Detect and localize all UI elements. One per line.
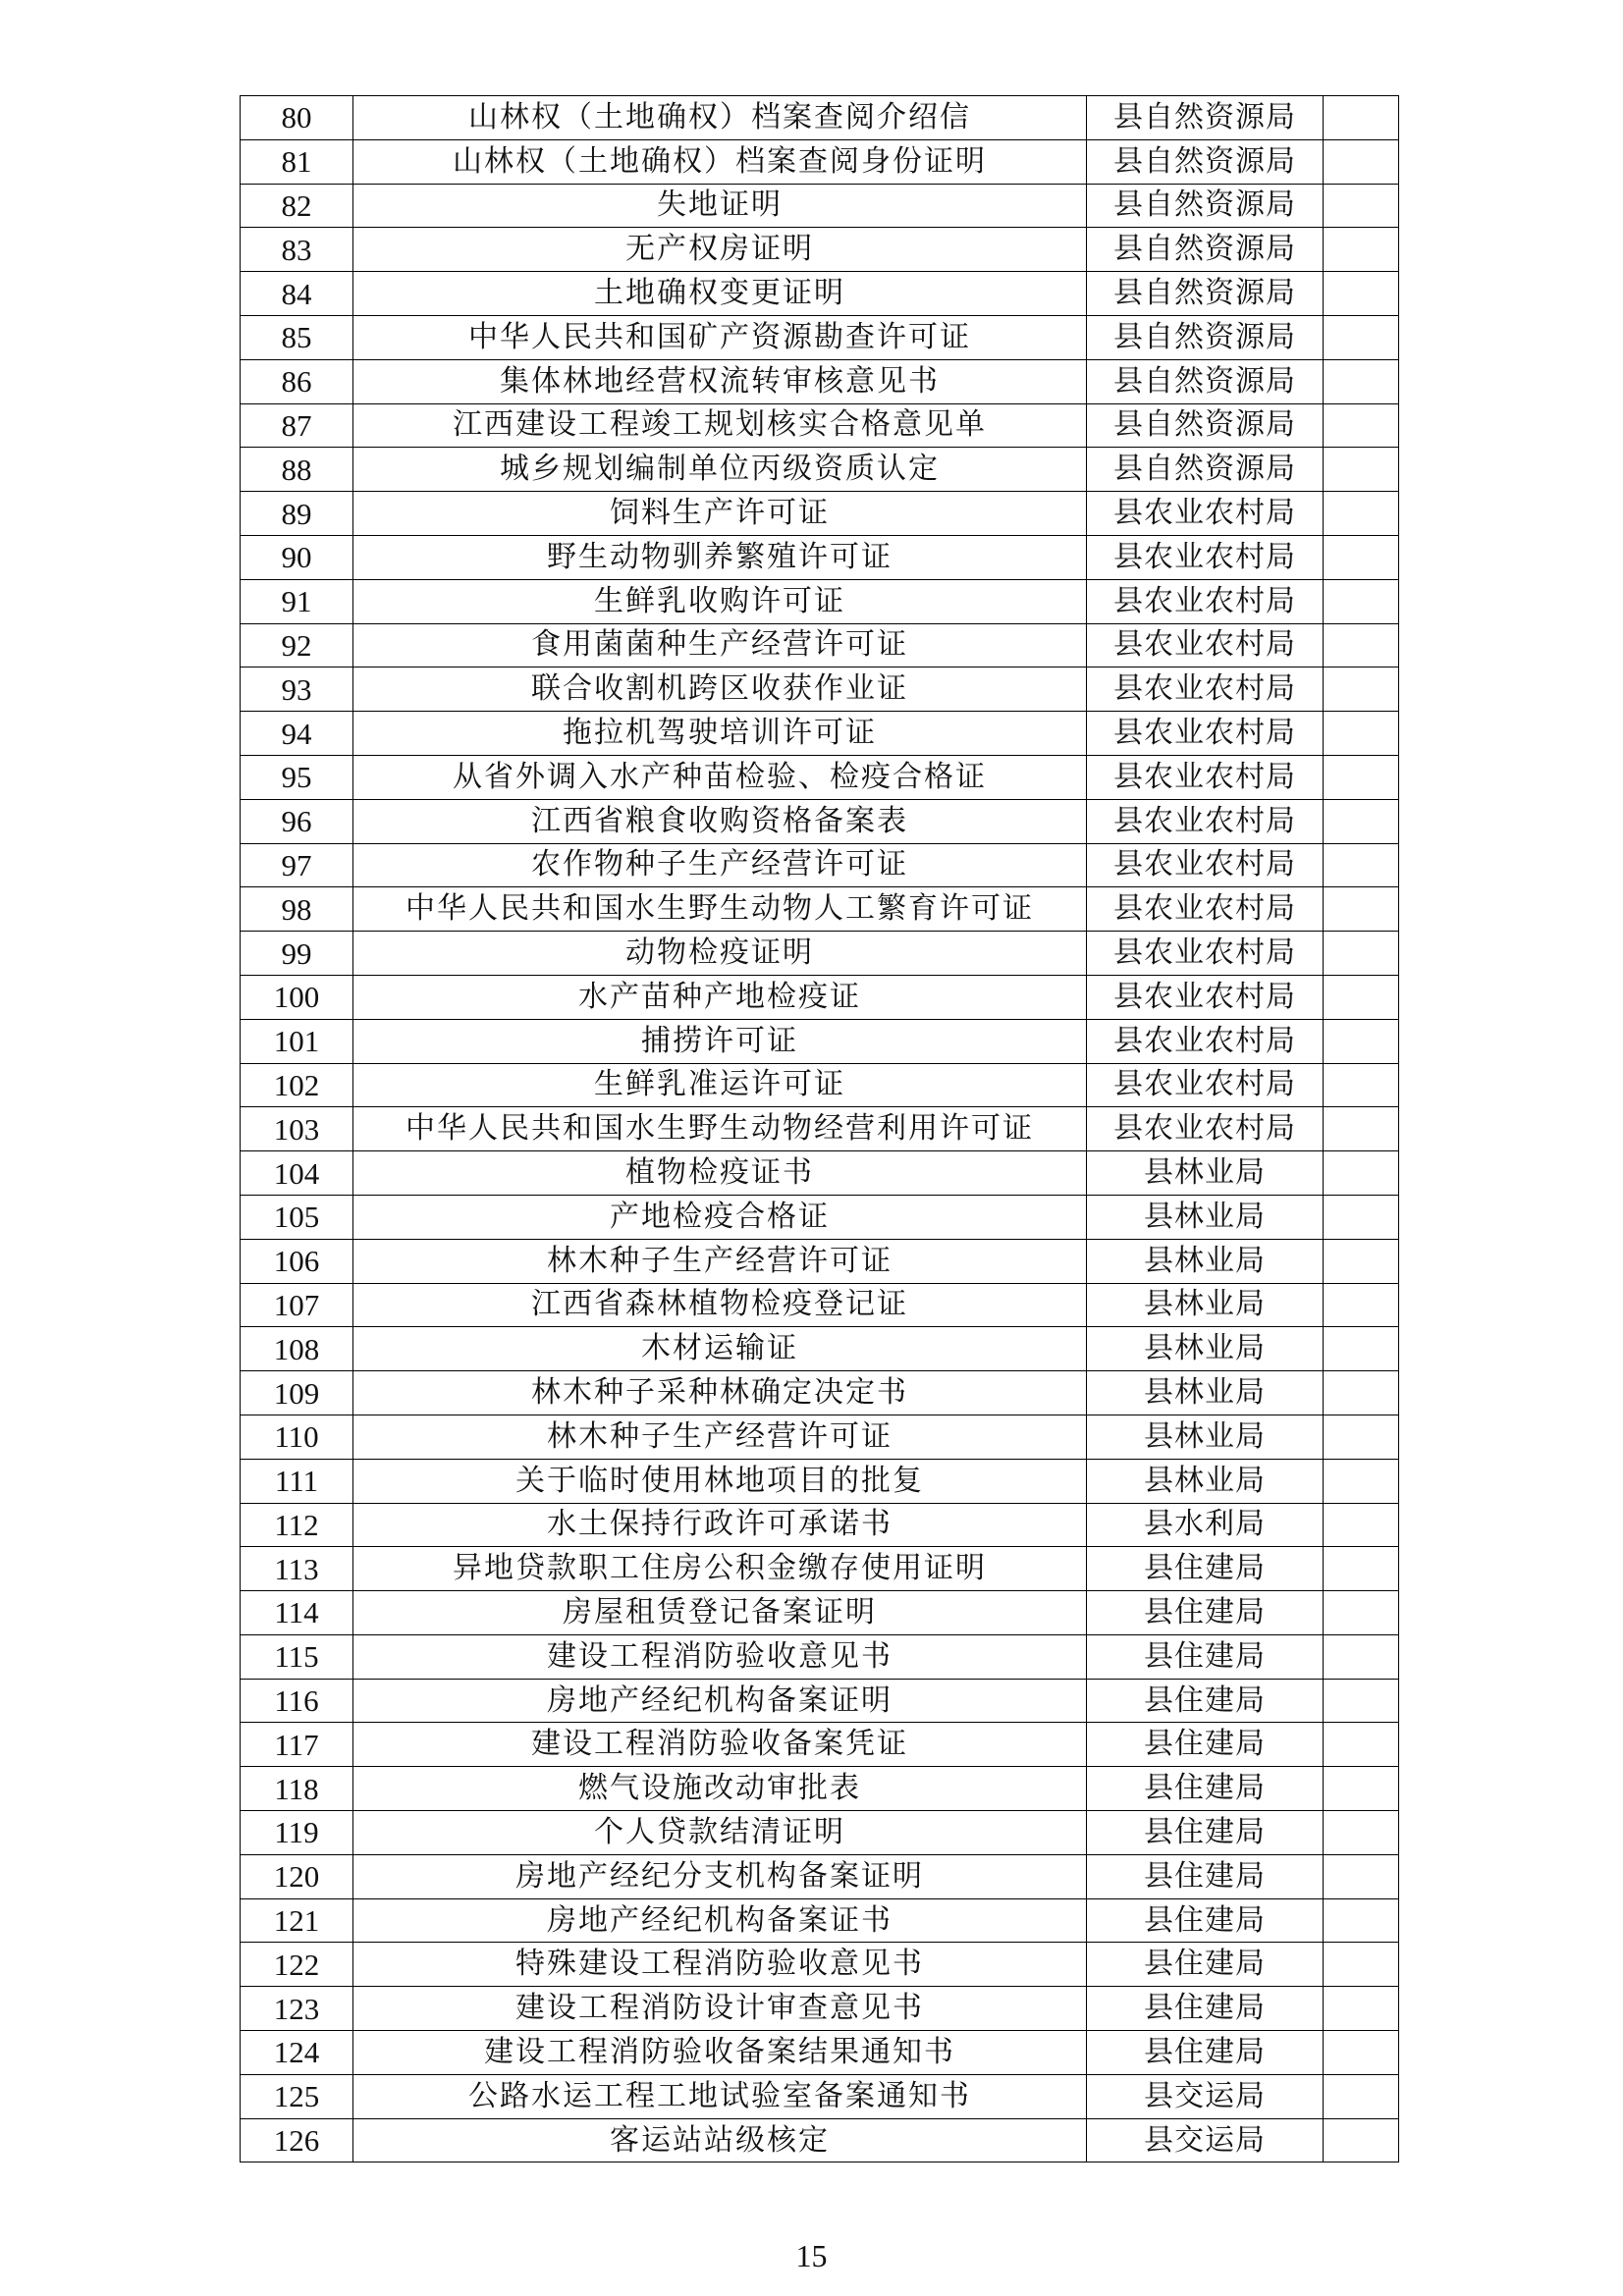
note-cell [1324,184,1399,228]
department-cell: 县住建局 [1087,1679,1324,1723]
row-number-cell: 122 [241,1943,353,1987]
department-cell: 县农业农村局 [1087,492,1324,536]
certificate-name-cell: 林木种子生产经营许可证 [353,1415,1087,1459]
department-cell: 县林业局 [1087,1415,1324,1459]
certificate-name-cell: 房地产经纪机构备案证书 [353,1898,1087,1943]
table-row [241,712,1399,756]
note-cell [1324,1239,1399,1283]
certificate-name-cell: 江西省粮食收购资格备案表 [353,799,1087,843]
table-row [241,139,1399,184]
row-number-cell: 106 [241,1239,353,1283]
note-cell [1324,315,1399,359]
certificate-name-cell: 个人贷款结清证明 [353,1811,1087,1855]
table-row [241,975,1399,1019]
row-number-cell: 116 [241,1679,353,1723]
table-row [241,1811,1399,1855]
table-row [241,2031,1399,2075]
table-row [241,1767,1399,1811]
department-cell: 县自然资源局 [1087,184,1324,228]
certificate-name-cell: 山林权（土地确权）档案查阅身份证明 [353,139,1087,184]
department-cell: 县林业局 [1087,1327,1324,1371]
note-cell [1324,1679,1399,1723]
note-cell [1324,492,1399,536]
certificate-name-cell: 生鲜乳收购许可证 [353,579,1087,623]
note-cell [1324,1547,1399,1591]
row-number-cell: 94 [241,712,353,756]
table-row [241,1503,1399,1547]
table-row [241,2074,1399,2118]
note-cell [1324,1415,1399,1459]
note-cell [1324,1898,1399,1943]
table-row [241,1415,1399,1459]
row-number-cell: 85 [241,315,353,359]
note-cell [1324,1811,1399,1855]
department-cell: 县农业农村局 [1087,1063,1324,1107]
row-number-cell: 104 [241,1151,353,1196]
department-cell: 县自然资源局 [1087,448,1324,492]
table-row [241,359,1399,403]
certificate-name-cell: 植物检疫证书 [353,1151,1087,1196]
row-number-cell: 90 [241,535,353,579]
row-number-cell: 88 [241,448,353,492]
certificate-name-cell: 木材运输证 [353,1327,1087,1371]
certificate-list-table [240,95,1399,2163]
department-cell: 县农业农村局 [1087,887,1324,932]
certificate-name-cell: 房屋租赁登记备案证明 [353,1591,1087,1635]
department-cell: 县住建局 [1087,2031,1324,2075]
row-number-cell: 125 [241,2074,353,2118]
row-number-cell: 97 [241,843,353,887]
note-cell [1324,887,1399,932]
table-row [241,1063,1399,1107]
row-number-cell: 105 [241,1195,353,1239]
table-row [241,1151,1399,1196]
department-cell: 县农业农村局 [1087,712,1324,756]
note-cell [1324,1943,1399,1987]
certificate-name-cell: 建设工程消防验收备案结果通知书 [353,2031,1087,2075]
note-cell [1324,2074,1399,2118]
note-cell [1324,1854,1399,1898]
row-number-cell: 123 [241,1987,353,2031]
department-cell: 县住建局 [1087,1987,1324,2031]
department-cell: 县农业农村局 [1087,843,1324,887]
note-cell [1324,712,1399,756]
table-row [241,1634,1399,1679]
row-number-cell: 95 [241,755,353,799]
department-cell: 县住建局 [1087,1767,1324,1811]
certificate-name-cell: 从省外调入水产种苗检验、检疫合格证 [353,755,1087,799]
certificate-name-cell: 水土保持行政许可承诺书 [353,1503,1087,1547]
certificate-name-cell: 异地贷款职工住房公积金缴存使用证明 [353,1547,1087,1591]
department-cell: 县自然资源局 [1087,403,1324,448]
note-cell [1324,799,1399,843]
row-number-cell: 121 [241,1898,353,1943]
row-number-cell: 89 [241,492,353,536]
department-cell: 县交运局 [1087,2118,1324,2163]
certificate-name-cell: 江西省森林植物检疫登记证 [353,1283,1087,1327]
certificate-name-cell: 捕捞许可证 [353,1019,1087,1063]
note-cell [1324,228,1399,272]
note-cell [1324,975,1399,1019]
department-cell: 县林业局 [1087,1459,1324,1503]
note-cell [1324,1151,1399,1196]
table-row [241,843,1399,887]
department-cell: 县农业农村局 [1087,623,1324,667]
note-cell [1324,1195,1399,1239]
note-cell [1324,403,1399,448]
department-cell: 县住建局 [1087,1943,1324,1987]
table-row [241,1854,1399,1898]
certificate-name-cell: 公路水运工程工地试验室备案通知书 [353,2074,1087,2118]
certificate-name-cell: 动物检疫证明 [353,932,1087,976]
note-cell [1324,623,1399,667]
table-row [241,1547,1399,1591]
certificate-name-cell: 产地检疫合格证 [353,1195,1087,1239]
certificate-name-cell: 集体林地经营权流转审核意见书 [353,359,1087,403]
note-cell [1324,359,1399,403]
department-cell: 县住建局 [1087,1634,1324,1679]
row-number-cell: 100 [241,975,353,1019]
table-row [241,1371,1399,1415]
table-row [241,799,1399,843]
certificate-name-cell: 特殊建设工程消防验收意见书 [353,1943,1087,1987]
table-row [241,492,1399,536]
note-cell [1324,1063,1399,1107]
row-number-cell: 101 [241,1019,353,1063]
certificate-name-cell: 城乡规划编制单位丙级资质认定 [353,448,1087,492]
table-row [241,1239,1399,1283]
table-row [241,1591,1399,1635]
table-row [241,932,1399,976]
note-cell [1324,1634,1399,1679]
table-row [241,184,1399,228]
certificate-name-cell: 房地产经纪分支机构备案证明 [353,1854,1087,1898]
department-cell: 县农业农村局 [1087,667,1324,712]
certificate-name-cell: 中华人民共和国水生野生动物人工繁育许可证 [353,887,1087,932]
row-number-cell: 117 [241,1723,353,1767]
table-row [241,535,1399,579]
table-row [241,1943,1399,1987]
department-cell: 县林业局 [1087,1239,1324,1283]
certificate-name-cell: 客运站站级核定 [353,2118,1087,2163]
note-cell [1324,1327,1399,1371]
row-number-cell: 103 [241,1107,353,1151]
row-number-cell: 83 [241,228,353,272]
certificate-name-cell: 食用菌菌种生产经营许可证 [353,623,1087,667]
department-cell: 县农业农村局 [1087,975,1324,1019]
table-row [241,1459,1399,1503]
certificate-name-cell: 林木种子生产经营许可证 [353,1239,1087,1283]
row-number-cell: 109 [241,1371,353,1415]
row-number-cell: 108 [241,1327,353,1371]
table-row [241,1019,1399,1063]
certificate-name-cell: 中华人民共和国矿产资源勘查许可证 [353,315,1087,359]
table-row [241,1679,1399,1723]
note-cell [1324,535,1399,579]
table-row [241,403,1399,448]
department-cell: 县自然资源局 [1087,139,1324,184]
note-cell [1324,1107,1399,1151]
department-cell: 县水利局 [1087,1503,1324,1547]
table-row [241,1283,1399,1327]
page-number: 15 [795,2238,828,2273]
department-cell: 县自然资源局 [1087,272,1324,316]
certificate-name-cell: 关于临时使用林地项目的批复 [353,1459,1087,1503]
certificate-name-cell: 无产权房证明 [353,228,1087,272]
certificate-name-cell: 建设工程消防验收意见书 [353,1634,1087,1679]
row-number-cell: 87 [241,403,353,448]
department-cell: 县农业农村局 [1087,932,1324,976]
table-row [241,448,1399,492]
certificate-name-cell: 中华人民共和国水生野生动物经营利用许可证 [353,1107,1087,1151]
row-number-cell: 113 [241,1547,353,1591]
note-cell [1324,96,1399,140]
department-cell: 县林业局 [1087,1195,1324,1239]
note-cell [1324,1371,1399,1415]
note-cell [1324,2031,1399,2075]
row-number-cell: 91 [241,579,353,623]
certificate-name-cell: 失地证明 [353,184,1087,228]
department-cell: 县住建局 [1087,1811,1324,1855]
note-cell [1324,1723,1399,1767]
department-cell: 县林业局 [1087,1283,1324,1327]
certificate-name-cell: 江西建设工程竣工规划核实合格意见单 [353,403,1087,448]
row-number-cell: 92 [241,623,353,667]
table-row [241,2118,1399,2163]
row-number-cell: 119 [241,1811,353,1855]
note-cell [1324,1987,1399,2031]
table-row [241,96,1399,140]
department-cell: 县农业农村局 [1087,799,1324,843]
row-number-cell: 80 [241,96,353,140]
certificate-name-cell: 房地产经纪机构备案证明 [353,1679,1087,1723]
table-row [241,228,1399,272]
table-row [241,755,1399,799]
certificate-name-cell: 土地确权变更证明 [353,272,1087,316]
department-cell: 县交运局 [1087,2074,1324,2118]
department-cell: 县农业农村局 [1087,755,1324,799]
note-cell [1324,755,1399,799]
department-cell: 县住建局 [1087,1854,1324,1898]
department-cell: 县林业局 [1087,1151,1324,1196]
row-number-cell: 114 [241,1591,353,1635]
note-cell [1324,843,1399,887]
row-number-cell: 126 [241,2118,353,2163]
row-number-cell: 102 [241,1063,353,1107]
row-number-cell: 112 [241,1503,353,1547]
note-cell [1324,1019,1399,1063]
note-cell [1324,579,1399,623]
row-number-cell: 107 [241,1283,353,1327]
table-row [241,579,1399,623]
certificate-name-cell: 建设工程消防验收备案凭证 [353,1723,1087,1767]
table-row [241,1195,1399,1239]
table-row [241,272,1399,316]
table-row [241,1987,1399,2031]
department-cell: 县自然资源局 [1087,96,1324,140]
row-number-cell: 111 [241,1459,353,1503]
department-cell: 县住建局 [1087,1723,1324,1767]
note-cell [1324,1503,1399,1547]
department-cell: 县农业农村局 [1087,1019,1324,1063]
row-number-cell: 115 [241,1634,353,1679]
certificate-name-cell: 饲料生产许可证 [353,492,1087,536]
certificate-name-cell: 林木种子采种林确定决定书 [353,1371,1087,1415]
row-number-cell: 93 [241,667,353,712]
row-number-cell: 84 [241,272,353,316]
department-cell: 县自然资源局 [1087,359,1324,403]
table-row [241,1723,1399,1767]
table-row [241,1898,1399,1943]
row-number-cell: 98 [241,887,353,932]
note-cell [1324,139,1399,184]
row-number-cell: 86 [241,359,353,403]
table-body [241,96,1399,2163]
note-cell [1324,1459,1399,1503]
department-cell: 县自然资源局 [1087,315,1324,359]
department-cell: 县农业农村局 [1087,579,1324,623]
certificate-name-cell: 野生动物驯养繁殖许可证 [353,535,1087,579]
table-row [241,315,1399,359]
note-cell [1324,272,1399,316]
certificate-name-cell: 建设工程消防设计审查意见书 [353,1987,1087,2031]
row-number-cell: 81 [241,139,353,184]
note-cell [1324,932,1399,976]
certificate-name-cell: 水产苗种产地检疫证 [353,975,1087,1019]
note-cell [1324,1283,1399,1327]
department-cell: 县农业农村局 [1087,535,1324,579]
department-cell: 县住建局 [1087,1898,1324,1943]
certificate-name-cell: 拖拉机驾驶培训许可证 [353,712,1087,756]
table-row [241,1327,1399,1371]
row-number-cell: 124 [241,2031,353,2075]
department-cell: 县住建局 [1087,1547,1324,1591]
note-cell [1324,667,1399,712]
certificate-name-cell: 生鲜乳准运许可证 [353,1063,1087,1107]
department-cell: 县住建局 [1087,1591,1324,1635]
certificate-name-cell: 燃气设施改动审批表 [353,1767,1087,1811]
table-row [241,1107,1399,1151]
note-cell [1324,1591,1399,1635]
department-cell: 县农业农村局 [1087,1107,1324,1151]
department-cell: 县自然资源局 [1087,228,1324,272]
certificate-name-cell: 山林权（土地确权）档案查阅介绍信 [353,96,1087,140]
table-row [241,623,1399,667]
table-row [241,887,1399,932]
row-number-cell: 110 [241,1415,353,1459]
note-cell [1324,1767,1399,1811]
note-cell [1324,448,1399,492]
row-number-cell: 96 [241,799,353,843]
certificate-name-cell: 农作物种子生产经营许可证 [353,843,1087,887]
table-row [241,667,1399,712]
note-cell [1324,2118,1399,2163]
row-number-cell: 99 [241,932,353,976]
row-number-cell: 120 [241,1854,353,1898]
certificate-name-cell: 联合收割机跨区收获作业证 [353,667,1087,712]
department-cell: 县林业局 [1087,1371,1324,1415]
row-number-cell: 118 [241,1767,353,1811]
row-number-cell: 82 [241,184,353,228]
